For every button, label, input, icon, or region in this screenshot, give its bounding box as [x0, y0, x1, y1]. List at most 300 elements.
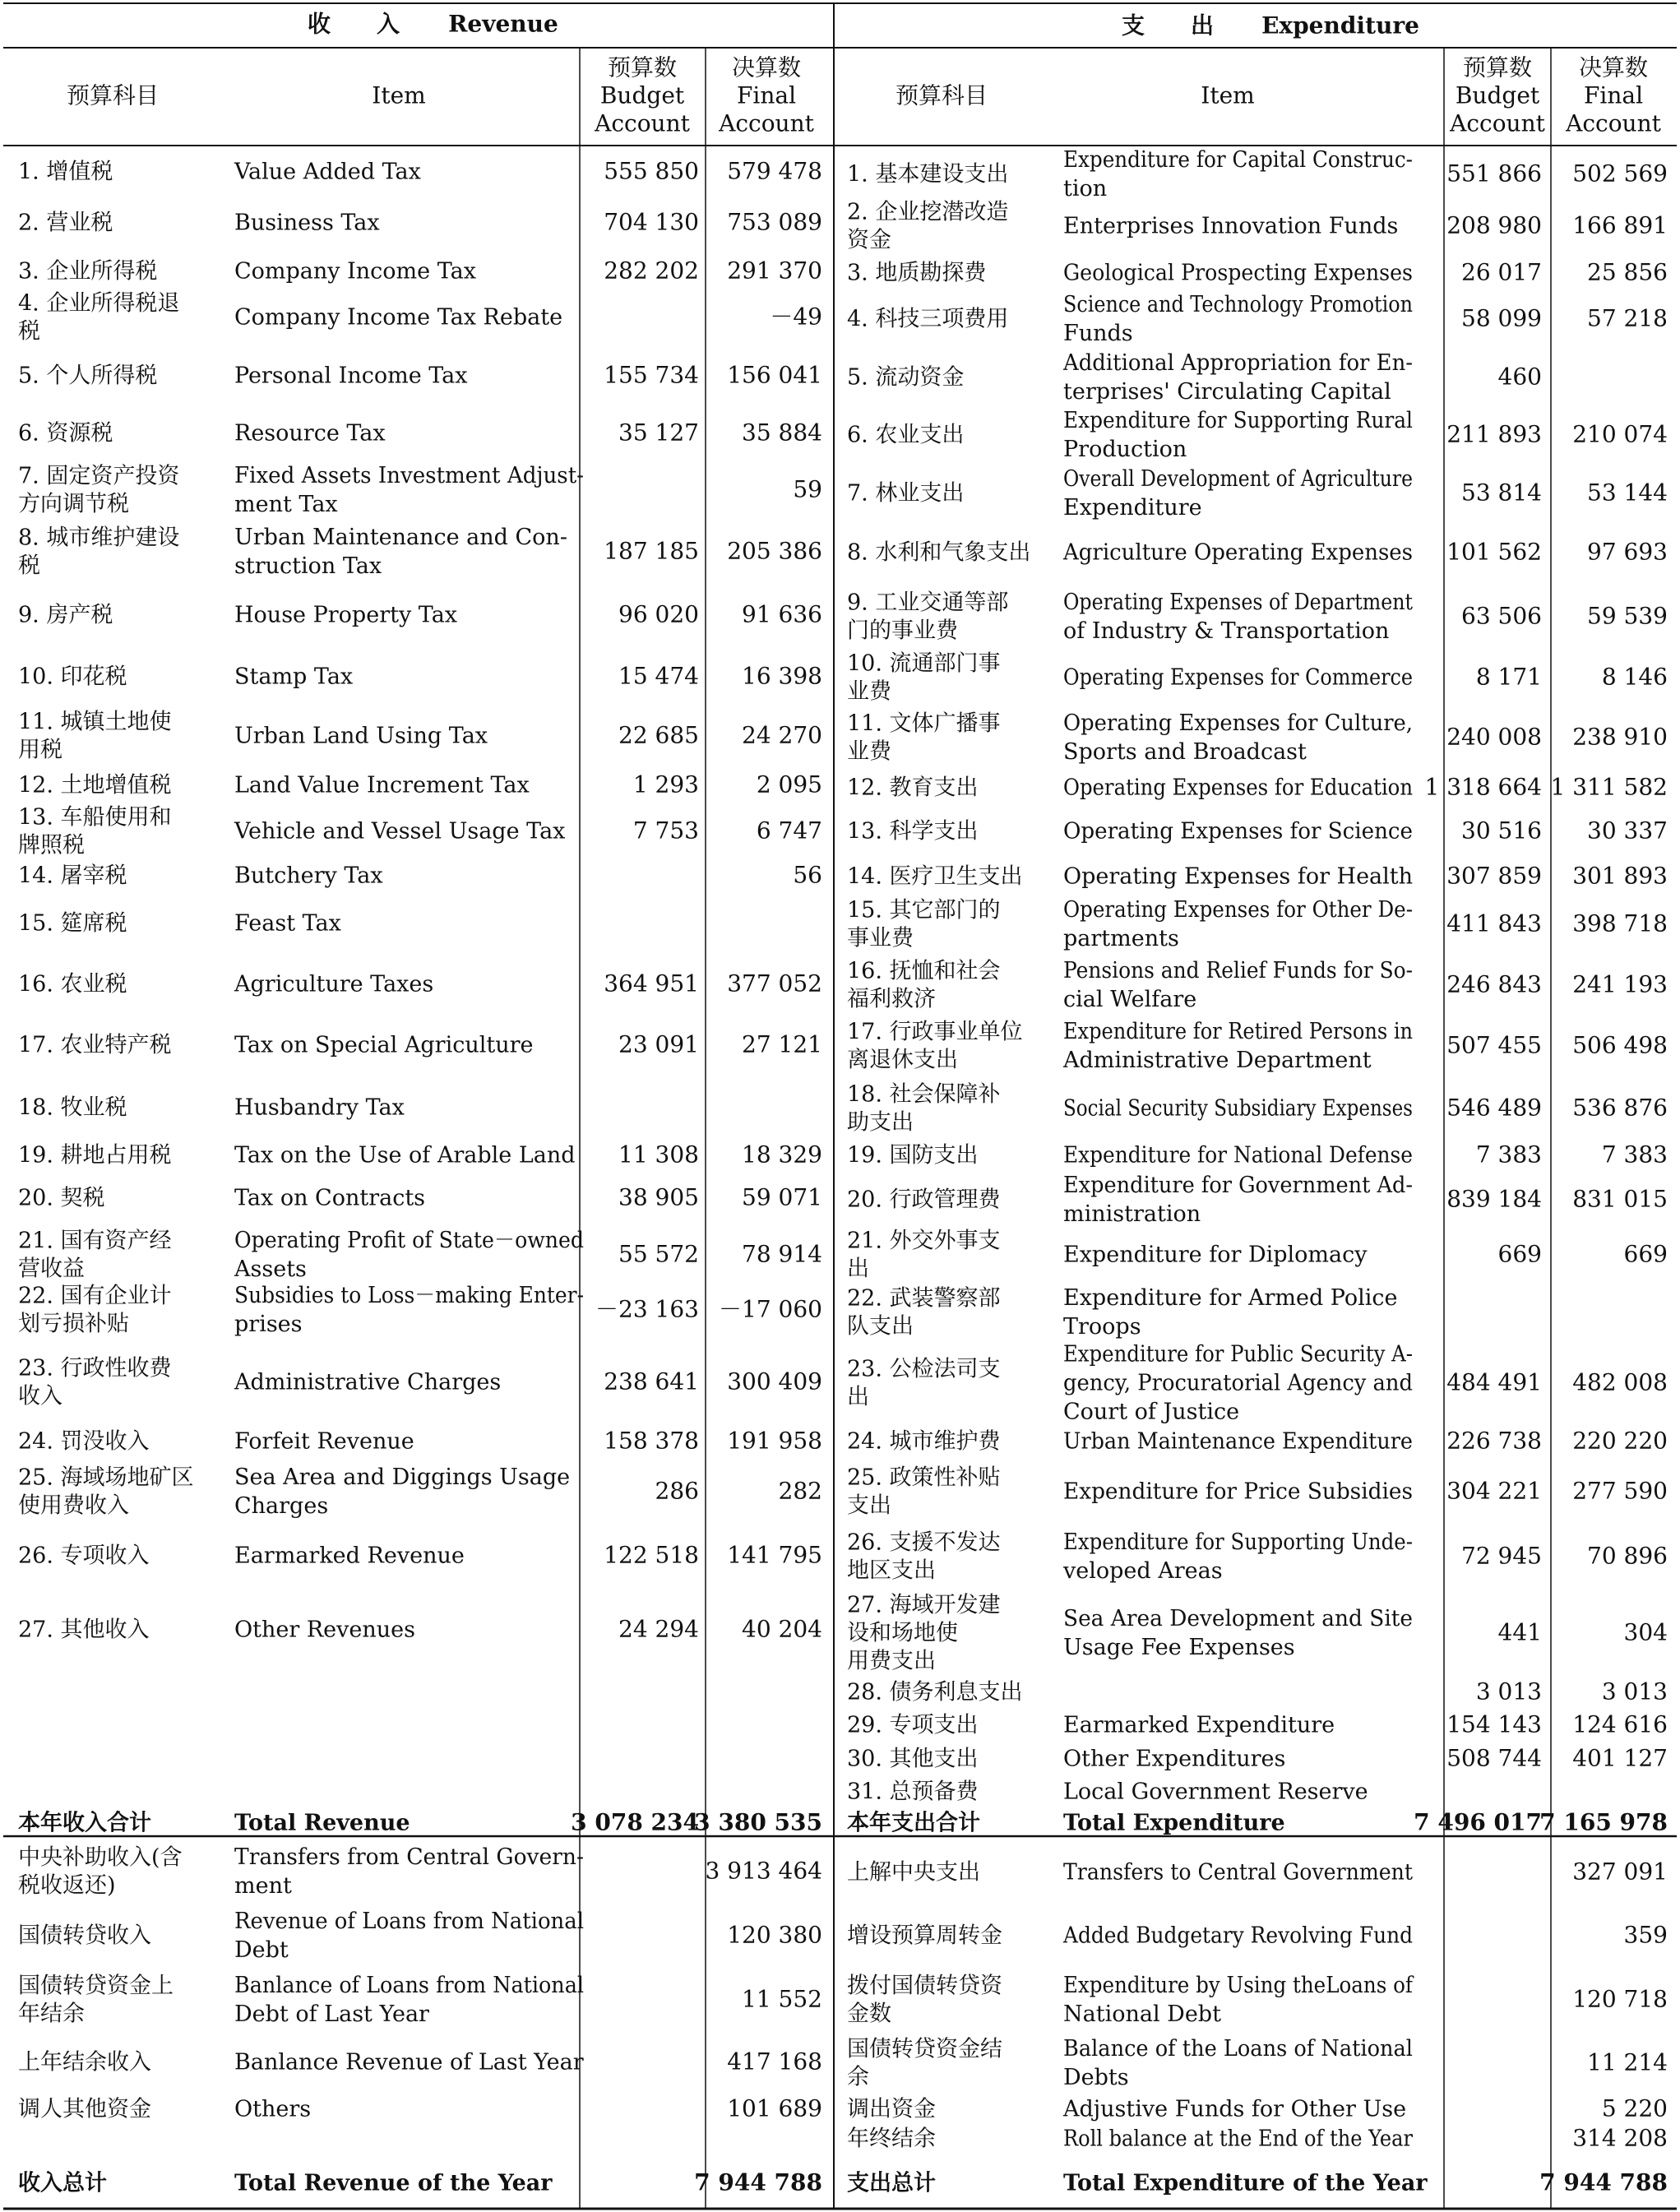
expenditure-item-en: Operating Expenses for Science: [1063, 818, 1413, 845]
revenue-item-en: Tax on Contracts: [234, 1185, 426, 1211]
revenue-budget-value: 238 641: [604, 1367, 699, 1395]
revenue-header-final: Account: [719, 109, 814, 137]
expenditure-final-value: 536 876: [1572, 1094, 1668, 1122]
grand-total-revenue-en: Total Revenue of the Year: [234, 2170, 553, 2196]
revenue-subject-zh: 24. 罚没收入: [18, 1428, 150, 1455]
expenditure-item-en: Enterprises Innovation Funds: [1063, 213, 1399, 239]
expenditure-subject-zh: 设和场地使: [847, 1620, 958, 1646]
expenditure-final-value: 59 539: [1587, 602, 1668, 630]
revenue-subject-zh: 10. 印花税: [18, 664, 127, 690]
expenditure-subject-zh: 支出: [847, 1492, 891, 1519]
expenditure-final-value: 70 896: [1587, 1542, 1668, 1570]
revenue-budget-value: 15 474: [618, 662, 699, 690]
expenditure-budget-value: 246 843: [1446, 970, 1542, 998]
revenue-item-en: prises: [234, 1312, 303, 1337]
expenditure-subject-zh: 离退休支出: [847, 1047, 958, 1073]
grand-total-expenditure-zh: 支出总计: [847, 2170, 936, 2196]
expenditure-final-value: 210 074: [1572, 420, 1668, 448]
lower-expenditure-subject: 国债转贷资金结: [847, 2036, 1002, 2062]
expenditure-final-value: 238 910: [1572, 723, 1668, 751]
revenue-header-subject: 预算科目: [66, 81, 160, 109]
lower-revenue-item: Revenue of Loans from National: [234, 1909, 584, 1934]
lower-expenditure-final: 120 718: [1572, 1985, 1668, 2013]
expenditure-final-value: 669: [1623, 1240, 1668, 1268]
revenue-budget-value: 96 020: [618, 600, 699, 628]
expenditure-budget-value: 839 184: [1446, 1185, 1542, 1213]
expenditure-item-en: Operating Expenses for Other De-: [1063, 897, 1413, 923]
expenditure-budget-value: 304 221: [1446, 1477, 1542, 1505]
revenue-subject-zh: 9. 房产税: [18, 602, 113, 628]
revenue-final-value: 16 398: [742, 662, 822, 690]
revenue-subject-zh: 18. 牧业税: [18, 1094, 127, 1121]
revenue-subject-zh: 20. 契税: [18, 1185, 105, 1211]
expenditure-final-value: 482 008: [1572, 1368, 1668, 1396]
expenditure-budget-value: 460: [1497, 363, 1542, 391]
revenue-subject-zh: 19. 耕地占用税: [18, 1142, 172, 1168]
revenue-budget-value: 158 378: [604, 1427, 699, 1455]
revenue-item-en: House Property Tax: [234, 602, 458, 628]
lower-revenue-final: 120 380: [727, 1921, 822, 1949]
revenue-title-en: Revenue: [448, 10, 558, 38]
expenditure-item-en: Sports and Broadcast: [1063, 739, 1307, 765]
expenditure-item-en: Operating Expenses for Culture,: [1063, 710, 1413, 736]
revenue-subject-zh: 营收益: [18, 1256, 85, 1282]
revenue-subject-zh: 用税: [18, 737, 62, 763]
lower-expenditure-item: Roll balance at the End of the Year: [1063, 2126, 1414, 2152]
lower-revenue-subject: 国债转贷收入: [18, 1923, 151, 1949]
expenditure-item-en: Agriculture Operating Expenses: [1062, 539, 1413, 566]
revenue-subject-zh: 8. 城市维护建设: [18, 525, 180, 551]
expenditure-final-value: 506 498: [1572, 1031, 1668, 1059]
revenue-header-final: 决算数: [731, 53, 802, 81]
revenue-subject-zh: 5. 个人所得税: [18, 363, 158, 389]
revenue-budget-value: 286: [655, 1477, 699, 1505]
revenue-subject-zh: 税: [18, 553, 40, 579]
revenue-item-en: Value Added Tax: [234, 159, 421, 185]
expenditure-subject-zh: 26. 支援不发达: [847, 1529, 1001, 1556]
lower-revenue-subject: 年结余: [18, 2001, 85, 2027]
expenditure-subject-zh: 4. 科技三项费用: [847, 306, 1009, 332]
revenue-subject-zh: 25. 海域场地矿区: [18, 1465, 194, 1491]
expenditure-subject-zh: 30. 其他支出: [847, 1746, 979, 1772]
lower-expenditure-item: Expenditure by Using theLoans of: [1063, 1973, 1414, 1998]
revenue-final-value: 579 478: [727, 157, 822, 185]
revenue-item-en: struction Tax: [234, 553, 382, 579]
expenditure-final-value: 124 616: [1572, 1710, 1668, 1738]
expenditure-budget-value: 1 318 664: [1424, 773, 1542, 801]
expenditure-subject-zh: 事业费: [847, 925, 914, 951]
expenditure-subject-zh: 25. 政策性补贴: [847, 1465, 1001, 1491]
revenue-subject-zh: 16. 农业税: [18, 971, 127, 997]
revenue-budget-value: 555 850: [604, 157, 699, 185]
expenditure-final-value: 502 569: [1572, 160, 1668, 187]
expenditure-item-en: Overall Development of Agriculture: [1063, 466, 1413, 492]
expenditure-item-en: Local Government Reserve: [1063, 1779, 1368, 1805]
revenue-budget-value: 122 518: [604, 1541, 699, 1569]
grand-total-revenue-final: 7 944 788: [694, 2168, 822, 2196]
expenditure-header-item: Item: [1201, 81, 1255, 109]
revenue-budget-value: －23 163: [595, 1295, 699, 1323]
expenditure-item-en: Expenditure for Retired Persons in: [1063, 1019, 1413, 1044]
revenue-item-en: Operating Profit of State－owned: [234, 1228, 584, 1253]
lower-revenue-final: 11 552: [742, 1985, 822, 2013]
revenue-budget-value: 364 951: [604, 969, 699, 997]
lower-revenue-subject: 中央补助收入(含: [18, 1844, 183, 1871]
lower-expenditure-final: 327 091: [1572, 1858, 1668, 1886]
revenue-subject-zh: 11. 城镇土地使: [18, 709, 172, 735]
expenditure-subject-zh: 27. 海域开发建: [847, 1592, 1001, 1618]
expenditure-subject-zh: 业费: [847, 678, 891, 705]
revenue-header-budget: Account: [595, 109, 690, 137]
revenue-budget-value: 1 293: [632, 770, 699, 798]
expenditure-final-value: 1 311 582: [1550, 773, 1668, 801]
expenditure-subject-zh: 15. 其它部门的: [847, 897, 1001, 923]
revenue-subject-zh: 15. 筵席税: [18, 910, 127, 937]
expenditure-final-value: 398 718: [1572, 909, 1668, 937]
expenditure-item-en: Pensions and Relief Funds for So-: [1063, 958, 1413, 983]
revenue-budget-value: 22 685: [618, 721, 699, 749]
revenue-final-value: 59: [793, 475, 822, 503]
lower-revenue-subject: 上年结余收入: [18, 2049, 151, 2075]
revenue-item-en: Assets: [234, 1256, 307, 1282]
revenue-item-en: Company Income Tax: [234, 258, 476, 285]
expenditure-final-value: 241 193: [1572, 970, 1668, 998]
expenditure-subject-zh: 21. 外交外事支: [847, 1228, 1001, 1254]
expenditure-final-value: 57 218: [1587, 304, 1668, 332]
expenditure-item-en: Troops: [1063, 1314, 1141, 1340]
revenue-item-en: Agriculture Taxes: [234, 971, 434, 997]
expenditure-item-en: Court of Justice: [1063, 1399, 1240, 1425]
expenditure-final-value: 97 693: [1587, 538, 1668, 566]
expenditure-subject-zh: 24. 城市维护费: [847, 1428, 1001, 1455]
expenditure-subject-zh: 1. 基本建设支出: [847, 161, 1009, 187]
expenditure-budget-value: 72 945: [1461, 1542, 1542, 1570]
expenditure-subject-zh: 助支出: [847, 1109, 914, 1136]
revenue-budget-value: 35 127: [618, 419, 699, 447]
grand-total-expenditure-en: Total Expenditure of the Year: [1063, 2170, 1428, 2196]
expenditure-item-en: Earmarked Expenditure: [1063, 1712, 1335, 1738]
expenditure-budget-value: 63 506: [1461, 602, 1542, 630]
expenditure-final-value: 7 383: [1601, 1141, 1668, 1168]
expenditure-subject-zh: 19. 国防支出: [847, 1142, 979, 1168]
revenue-subject-zh: 4. 企业所得税退: [18, 290, 180, 317]
revenue-item-en: Stamp Tax: [234, 664, 354, 690]
revenue-item-en: Personal Income Tax: [234, 363, 468, 389]
revenue-subject-zh: 26. 专项收入: [18, 1543, 150, 1569]
lower-expenditure-item: Added Budgetary Revolving Fund: [1062, 1923, 1413, 1949]
total-expenditure-final: 7 165 978: [1539, 1808, 1668, 1836]
revenue-budget-value: 23 091: [618, 1030, 699, 1058]
expenditure-budget-value: 507 455: [1446, 1031, 1542, 1059]
expenditure-final-value: 3 013: [1601, 1678, 1668, 1705]
lower-expenditure-subject: 增设预算周转金: [847, 1923, 1002, 1949]
lower-expenditure-item: National Debt: [1063, 2001, 1221, 2027]
expenditure-subject-zh: 31. 总预备费: [847, 1779, 979, 1805]
revenue-final-value: 156 041: [727, 361, 822, 389]
lower-expenditure-final: 314 208: [1572, 2124, 1668, 2152]
expenditure-budget-value: 240 008: [1446, 723, 1542, 751]
total-revenue-label-zh: 本年收入合计: [18, 1810, 151, 1836]
expenditure-budget-value: 26 017: [1461, 258, 1542, 286]
expenditure-subject-zh: 地区支出: [847, 1557, 936, 1584]
revenue-final-value: 291 370: [727, 257, 822, 285]
revenue-item-en: Butchery Tax: [234, 863, 383, 889]
revenue-subject-zh: 23. 行政性收费: [18, 1355, 172, 1381]
revenue-subject-zh: 13. 车船使用和: [18, 804, 172, 831]
lower-expenditure-item: Adjustive Funds for Other Use: [1063, 2096, 1407, 2122]
revenue-subject-zh: 17. 农业特产税: [18, 1032, 172, 1058]
expenditure-subject-zh: 门的事业费: [847, 618, 958, 644]
expenditure-subject-zh: 3. 地质勘探费: [847, 260, 987, 286]
expenditure-final-value: 8 146: [1601, 663, 1668, 691]
lower-revenue-item: Debt: [234, 1937, 289, 1963]
expenditure-subject-zh: 23. 公检法司支: [847, 1356, 1001, 1382]
expenditure-subject-zh: 10. 流通部门事: [847, 650, 1001, 677]
expenditure-item-en: Science and Technology Promotion: [1063, 292, 1413, 317]
expenditure-subject-zh: 资金: [847, 227, 891, 253]
expenditure-budget-value: 211 893: [1446, 420, 1542, 448]
revenue-final-value: 27 121: [742, 1030, 822, 1058]
expenditure-header-final: 决算数: [1578, 53, 1649, 81]
expenditure-final-value: 53 144: [1587, 479, 1668, 507]
revenue-subject-zh: 牌照税: [18, 832, 85, 858]
expenditure-subject-zh: 17. 行政事业单位: [847, 1019, 1023, 1045]
lower-revenue-final: 101 689: [727, 2094, 822, 2122]
revenue-final-value: 141 795: [727, 1541, 822, 1569]
expenditure-subject-zh: 7. 林业支出: [847, 480, 965, 507]
revenue-subject-zh: 7. 固定资产投资: [18, 463, 180, 489]
expenditure-item-en: Sea Area Development and Site: [1063, 1606, 1413, 1631]
lower-expenditure-final: 5 220: [1601, 2094, 1668, 2122]
expenditure-item-en: Expenditure for Diplomacy: [1063, 1242, 1368, 1268]
expenditure-subject-zh: 出: [847, 1256, 869, 1282]
revenue-final-value: 377 052: [727, 969, 822, 997]
lower-revenue-subject: 税收返还): [18, 1872, 116, 1899]
revenue-subject-zh: 2. 营业税: [18, 210, 113, 236]
expenditure-budget-value: 441: [1497, 1618, 1542, 1646]
lower-revenue-final: 3 913 464: [705, 1857, 822, 1885]
lower-expenditure-subject: 拨付国债转贷资: [847, 1973, 1002, 1999]
expenditure-subject-zh: 29. 专项支出: [847, 1712, 979, 1738]
expenditure-budget-value: 154 143: [1446, 1710, 1542, 1738]
expenditure-item-en: Expenditure for Supporting Unde-: [1063, 1529, 1413, 1555]
expenditure-item-en: Expenditure for Public Security A-: [1063, 1341, 1413, 1367]
expenditure-subject-zh: 12. 教育支出: [847, 775, 979, 801]
lower-revenue-item: Debt of Last Year: [234, 2001, 429, 2027]
revenue-budget-value: 24 294: [618, 1615, 699, 1643]
lower-expenditure-subject: 余: [847, 2064, 869, 2090]
revenue-item-en: Land Value Increment Tax: [234, 772, 530, 798]
revenue-final-value: 40 204: [742, 1615, 822, 1643]
revenue-header-item: Item: [372, 81, 426, 109]
lower-expenditure-subject: 年终结余: [847, 2126, 936, 2152]
revenue-subject-zh: 3. 企业所得税: [18, 258, 158, 285]
revenue-item-en: Subsidies to Loss－making Enter-: [234, 1283, 584, 1308]
revenue-final-value: 91 636: [742, 600, 822, 628]
revenue-item-en: Husbandry Tax: [234, 1094, 405, 1121]
revenue-subject-zh: 27. 其他收入: [18, 1617, 150, 1643]
expenditure-subject-zh: 13. 科学支出: [847, 818, 979, 845]
revenue-budget-value: 282 202: [604, 257, 699, 285]
revenue-budget-value: 704 130: [604, 208, 699, 236]
expenditure-subject-zh: 福利救济: [847, 986, 936, 1012]
revenue-item-en: Urban Land Using Tax: [234, 723, 488, 749]
table-text: [18, 11, 1668, 2196]
revenue-budget-value: 55 572: [618, 1240, 699, 1268]
revenue-final-value: 24 270: [742, 721, 822, 749]
expenditure-budget-value: 551 866: [1446, 160, 1542, 187]
expenditure-item-en: Operating Expenses for Commerce: [1063, 664, 1413, 691]
expenditure-budget-value: 208 980: [1446, 211, 1542, 239]
expenditure-budget-value: 508 744: [1446, 1744, 1542, 1772]
revenue-subject-zh: 税: [18, 318, 40, 345]
expenditure-budget-value: 411 843: [1446, 909, 1542, 937]
revenue-item-en: Administrative Charges: [234, 1369, 502, 1395]
expenditure-budget-value: 58 099: [1461, 304, 1542, 332]
revenue-item-en: Forfeit Revenue: [234, 1428, 414, 1455]
expenditure-subject-zh: 16. 抚恤和社会: [847, 958, 1001, 984]
lower-revenue-subject: 调人其他资金: [18, 2096, 151, 2122]
revenue-item-en: Earmarked Revenue: [234, 1543, 465, 1569]
expenditure-final-value: 831 015: [1572, 1185, 1668, 1213]
revenue-header-budget: 预算数: [607, 53, 678, 81]
revenue-subject-zh: 21. 国有资产经: [18, 1228, 172, 1254]
revenue-item-en: Business Tax: [234, 210, 380, 236]
expenditure-subject-zh: 出: [847, 1384, 869, 1410]
expenditure-item-en: Expenditure for Supporting Rural: [1063, 408, 1413, 433]
expenditure-title-en: Expenditure: [1261, 12, 1419, 39]
expenditure-item-en: Expenditure for National Defense: [1063, 1142, 1413, 1168]
expenditure-budget-value: 30 516: [1461, 817, 1542, 845]
revenue-item-en: Company Income Tax Rebate: [234, 304, 563, 331]
expenditure-item-en: Geological Prospecting Expenses: [1063, 260, 1413, 286]
expenditure-item-en: Operating Expenses for Health: [1063, 863, 1413, 890]
revenue-subject-zh: 使用费收入: [18, 1492, 129, 1519]
revenue-final-value: 59 071: [742, 1183, 822, 1211]
expenditure-item-en: Other Expenditures: [1063, 1746, 1286, 1772]
expenditure-header-subject: 预算科目: [895, 81, 988, 109]
lower-expenditure-item: Debts: [1063, 2065, 1129, 2090]
expenditure-budget-value: 669: [1497, 1240, 1542, 1268]
expenditure-final-value: 30 337: [1587, 817, 1668, 845]
lower-expenditure-item: Transfers to Central Government: [1063, 1859, 1414, 1886]
revenue-item-en: Tax on Special Agriculture: [234, 1032, 534, 1058]
revenue-item-en: Other Revenues: [234, 1617, 415, 1643]
expenditure-subject-zh: 11. 文体广播事: [847, 710, 1001, 737]
expenditure-subject-zh: 8. 水利和气象支出: [847, 539, 1031, 566]
revenue-final-value: 35 884: [742, 419, 822, 447]
expenditure-budget-value: 3 013: [1475, 1678, 1542, 1705]
revenue-budget-value: 7 753: [632, 817, 699, 845]
expenditure-subject-zh: 5. 流动资金: [847, 364, 965, 391]
lower-expenditure-subject: 金数: [847, 2001, 891, 2027]
expenditure-item-en: Administrative Department: [1063, 1048, 1372, 1073]
expenditure-header-budget: 预算数: [1462, 53, 1533, 81]
revenue-item-en: Feast Tax: [234, 910, 341, 937]
expenditure-subject-zh: 18. 社会保障补: [847, 1081, 1001, 1108]
expenditure-budget-value: 8 171: [1475, 663, 1542, 691]
revenue-subject-zh: 划亏损补贴: [18, 1311, 129, 1337]
expenditure-item-en: Expenditure for Armed Police: [1063, 1285, 1398, 1311]
expenditure-subject-zh: 9. 工业交通等部: [847, 590, 1009, 616]
lower-revenue-subject: 国债转贷资金上: [18, 1973, 174, 1999]
total-revenue-final: 3 380 535: [694, 1808, 822, 1836]
total-revenue-label-en: Total Revenue: [234, 1810, 410, 1836]
lower-revenue-item: Banlance of Loans from National: [234, 1973, 584, 1998]
revenue-final-value: 56: [793, 861, 822, 889]
expenditure-item-en: Operating Expenses for Education: [1063, 775, 1413, 801]
revenue-item-en: ment Tax: [234, 492, 338, 517]
expenditure-final-value: 277 590: [1572, 1477, 1668, 1505]
revenue-final-value: 300 409: [727, 1367, 822, 1395]
expenditure-header-budget: Account: [1450, 109, 1545, 137]
expenditure-item-en: veloped Areas: [1063, 1558, 1223, 1584]
revenue-subject-zh: 22. 国有企业计: [18, 1283, 172, 1309]
expenditure-item-en: ministration: [1063, 1201, 1201, 1227]
revenue-subject-zh: 12. 土地增值税: [18, 772, 172, 798]
revenue-item-en: Sea Area and Diggings Usage: [234, 1465, 571, 1490]
revenue-final-value: 753 089: [727, 208, 822, 236]
expenditure-item-en: Additional Appropriation for En-: [1062, 350, 1413, 376]
expenditure-final-value: 166 891: [1572, 211, 1668, 239]
expenditure-final-value: 220 220: [1572, 1427, 1668, 1455]
expenditure-item-en: Production: [1063, 437, 1187, 462]
revenue-final-value: 205 386: [727, 537, 822, 565]
revenue-subject-zh: 1. 增值税: [18, 159, 113, 185]
revenue-title-zh: 收 入: [307, 10, 400, 38]
lower-revenue-final: 417 168: [727, 2048, 822, 2075]
expenditure-subject-zh: 28. 债务利息支出: [847, 1679, 1023, 1705]
revenue-final-value: 191 958: [727, 1427, 822, 1455]
revenue-subject-zh: 方向调节税: [18, 491, 129, 517]
expenditure-final-value: 301 893: [1572, 862, 1668, 890]
expenditure-header-budget: Budget: [1455, 81, 1540, 109]
revenue-final-value: －49: [770, 303, 822, 331]
expenditure-item-en: Expenditure for Government Ad-: [1063, 1173, 1413, 1198]
lower-expenditure-subject: 调出资金: [847, 2096, 936, 2122]
revenue-final-value: －17 060: [719, 1295, 822, 1323]
expenditure-item-en: Expenditure for Capital Construc-: [1063, 147, 1413, 173]
revenue-header-final: Final: [736, 81, 797, 109]
total-expenditure-budget: 7 496 017: [1414, 1808, 1542, 1836]
revenue-final-value: 78 914: [742, 1240, 822, 1268]
expenditure-budget-value: 307 859: [1446, 862, 1542, 890]
lower-revenue-item: Others: [234, 2096, 312, 2122]
revenue-final-value: 2 095: [756, 770, 822, 798]
expenditure-header-final: Account: [1566, 109, 1661, 137]
expenditure-subject-zh: 14. 医疗卫生支出: [847, 863, 1023, 890]
revenue-budget-value: 155 734: [604, 361, 699, 389]
revenue-budget-value: 187 185: [604, 537, 699, 565]
revenue-header-budget: Budget: [599, 81, 685, 109]
expenditure-item-en: gency, Procuratorial Agency and: [1063, 1370, 1413, 1396]
expenditure-item-en: Social Security Subsidiary Expenses: [1063, 1095, 1413, 1122]
revenue-final-value: 282: [778, 1477, 822, 1505]
expenditure-final-value: 401 127: [1572, 1744, 1668, 1772]
expenditure-budget-value: 7 383: [1475, 1141, 1542, 1168]
expenditure-subject-zh: 队支出: [847, 1313, 914, 1340]
lower-expenditure-final: 359: [1623, 1921, 1668, 1949]
expenditure-budget-value: 53 814: [1461, 479, 1542, 507]
expenditure-item-en: Expenditure for Price Subsidies: [1063, 1479, 1413, 1505]
expenditure-budget-value: 484 491: [1446, 1368, 1542, 1396]
expenditure-budget-value: 101 562: [1446, 538, 1542, 566]
total-expenditure-label-zh: 本年支出合计: [847, 1810, 980, 1836]
revenue-subject-zh: 6. 资源税: [18, 420, 113, 447]
lower-expenditure-subject: 上解中央支出: [847, 1859, 980, 1886]
revenue-item-en: Vehicle and Vessel Usage Tax: [234, 818, 566, 845]
expenditure-budget-value: 226 738: [1446, 1427, 1542, 1455]
